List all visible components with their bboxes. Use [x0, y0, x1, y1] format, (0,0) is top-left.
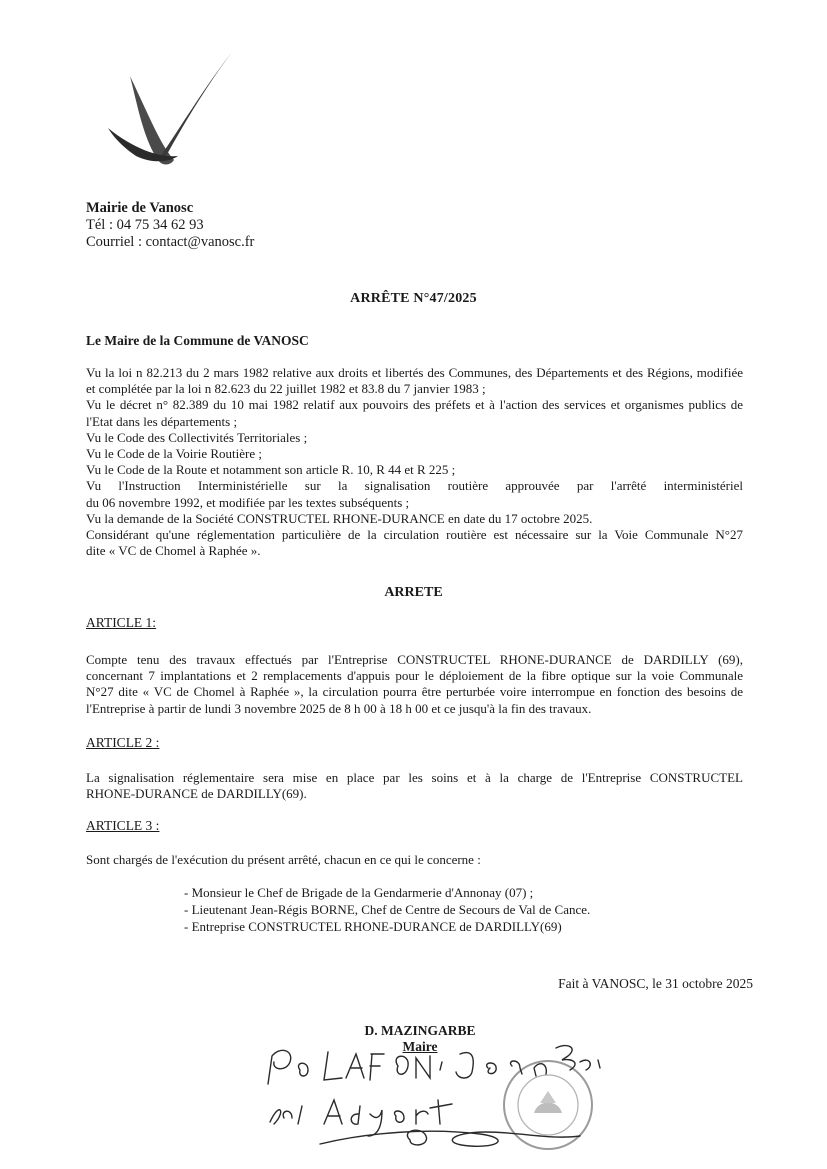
place-date: Fait à VANOSC, le 31 octobre 2025	[558, 976, 753, 991]
article-1-text	[86, 652, 743, 717]
considerant-line: Considérant qu'une réglementation particulière de la circulation routière est nécessaire sur la Voie Communale N°27	[86, 527, 743, 543]
article-1-heading: ARTICLE 1:	[86, 615, 157, 630]
article-3-heading: ARTICLE 3 :	[86, 818, 160, 833]
signer-name: D. MAZINGARBE	[364, 1023, 476, 1038]
article-line: La signalisation réglementaire sera mise en place par les soins et à la charge de l'Entreprise CONSTRUCTEL	[86, 770, 743, 785]
considerant-line: Vu le décret n° 82.389 du 10 mai 1982 relatif aux pouvoirs des préfets et à l'action des services et organismes publics de	[86, 397, 743, 413]
list-item: - Entreprise CONSTRUCTEL RHONE-DURANCE de DARDILLY(69)	[184, 919, 562, 934]
phone-line: Tél : 04 75 34 62 93	[86, 217, 204, 233]
article-line: concernant 7 implantations et 2 remplacements d'appuis pour le déploiement de la fibre optique sur la voie Communale	[86, 668, 743, 684]
considerant-line: Vu la demande de la Société CONSTRUCTEL RHONE-DURANCE en date du 17 octobre 2025.	[86, 510, 593, 526]
article-line: RHONE-DURANCE de DARDILLY(69).	[86, 786, 307, 802]
list-item: - Monsieur le Chef de Brigade de la Gendarmerie d'Annonay (07) ;	[184, 885, 534, 900]
article-2-heading: ARTICLE 2 :	[86, 735, 160, 750]
list-item: - Lieutenant Jean-Régis BORNE, Chef de Centre de Secours de Val de Cance.	[184, 902, 591, 917]
considerant-line: Vu le Code de la Route et notamment son article R. 10, R 44 et R 225 ;	[86, 462, 456, 478]
considerants-block	[86, 365, 743, 559]
article-2-text	[86, 770, 743, 802]
article-line: Sont chargés de l'exécution du présent arrêté, chacun en ce qui le concerne :	[86, 852, 481, 867]
arrete-heading: ARRETE	[384, 585, 443, 600]
considerant-line: Vu le Code de la Voirie Routière ;	[86, 446, 263, 462]
handwritten-signature-icon	[250, 1040, 620, 1155]
considerant-line: et complétée par la loi n 82.623 du 22 juillet 1982 et 83.8 du 7 janvier 1983 ;	[86, 381, 486, 397]
considerant-line: Vu la loi n 82.213 du 2 mars 1982 relative aux droits et libertés des Communes, des Départements et des Régions, modifiée	[86, 365, 743, 380]
considerant-line: dite « VC de Chomel à Raphée ».	[86, 543, 261, 559]
mairie-header	[86, 200, 254, 251]
article-line: Compte tenu des travaux effectués par l'Entreprise CONSTRUCTEL RHONE-DURANCE de DARDILLY (69),	[86, 652, 743, 667]
considerant-line: l'Etat dans les départements ;	[86, 413, 238, 429]
article-3-text	[86, 852, 743, 868]
org-name: Mairie de Vanosc	[86, 200, 194, 216]
considerant-line: Vu l'Instruction Interministérielle sur la signalisation routière approuvée par l'arrêté interministériel	[86, 478, 743, 494]
article-line: l'Entreprise à partir de lundi 3 novembre 2025 de 8 h 00 à 18 h 00 et ce jusqu'à la fin des travaux.	[86, 700, 592, 716]
document-title: ARRÊTE N°47/2025	[350, 291, 477, 306]
signer-role: Maire	[402, 1039, 438, 1054]
considerant-line: du 06 novembre 1992, et modifiée par les textes subséquents ;	[86, 494, 410, 510]
responsibles-list	[184, 884, 590, 935]
considerant-line: Vu le Code des Collectivités Territoriales ;	[86, 429, 308, 445]
vanosc-logo-icon	[100, 48, 240, 178]
intro-line: Le Maire de la Commune de VANOSC	[86, 333, 309, 348]
article-line: N°27 dite « VC de Chomel à Raphée », la circulation pourra être perturbée voire interrompue en fonction des besoins de	[86, 684, 743, 700]
email-line: Courriel : contact@vanosc.fr	[86, 234, 255, 250]
